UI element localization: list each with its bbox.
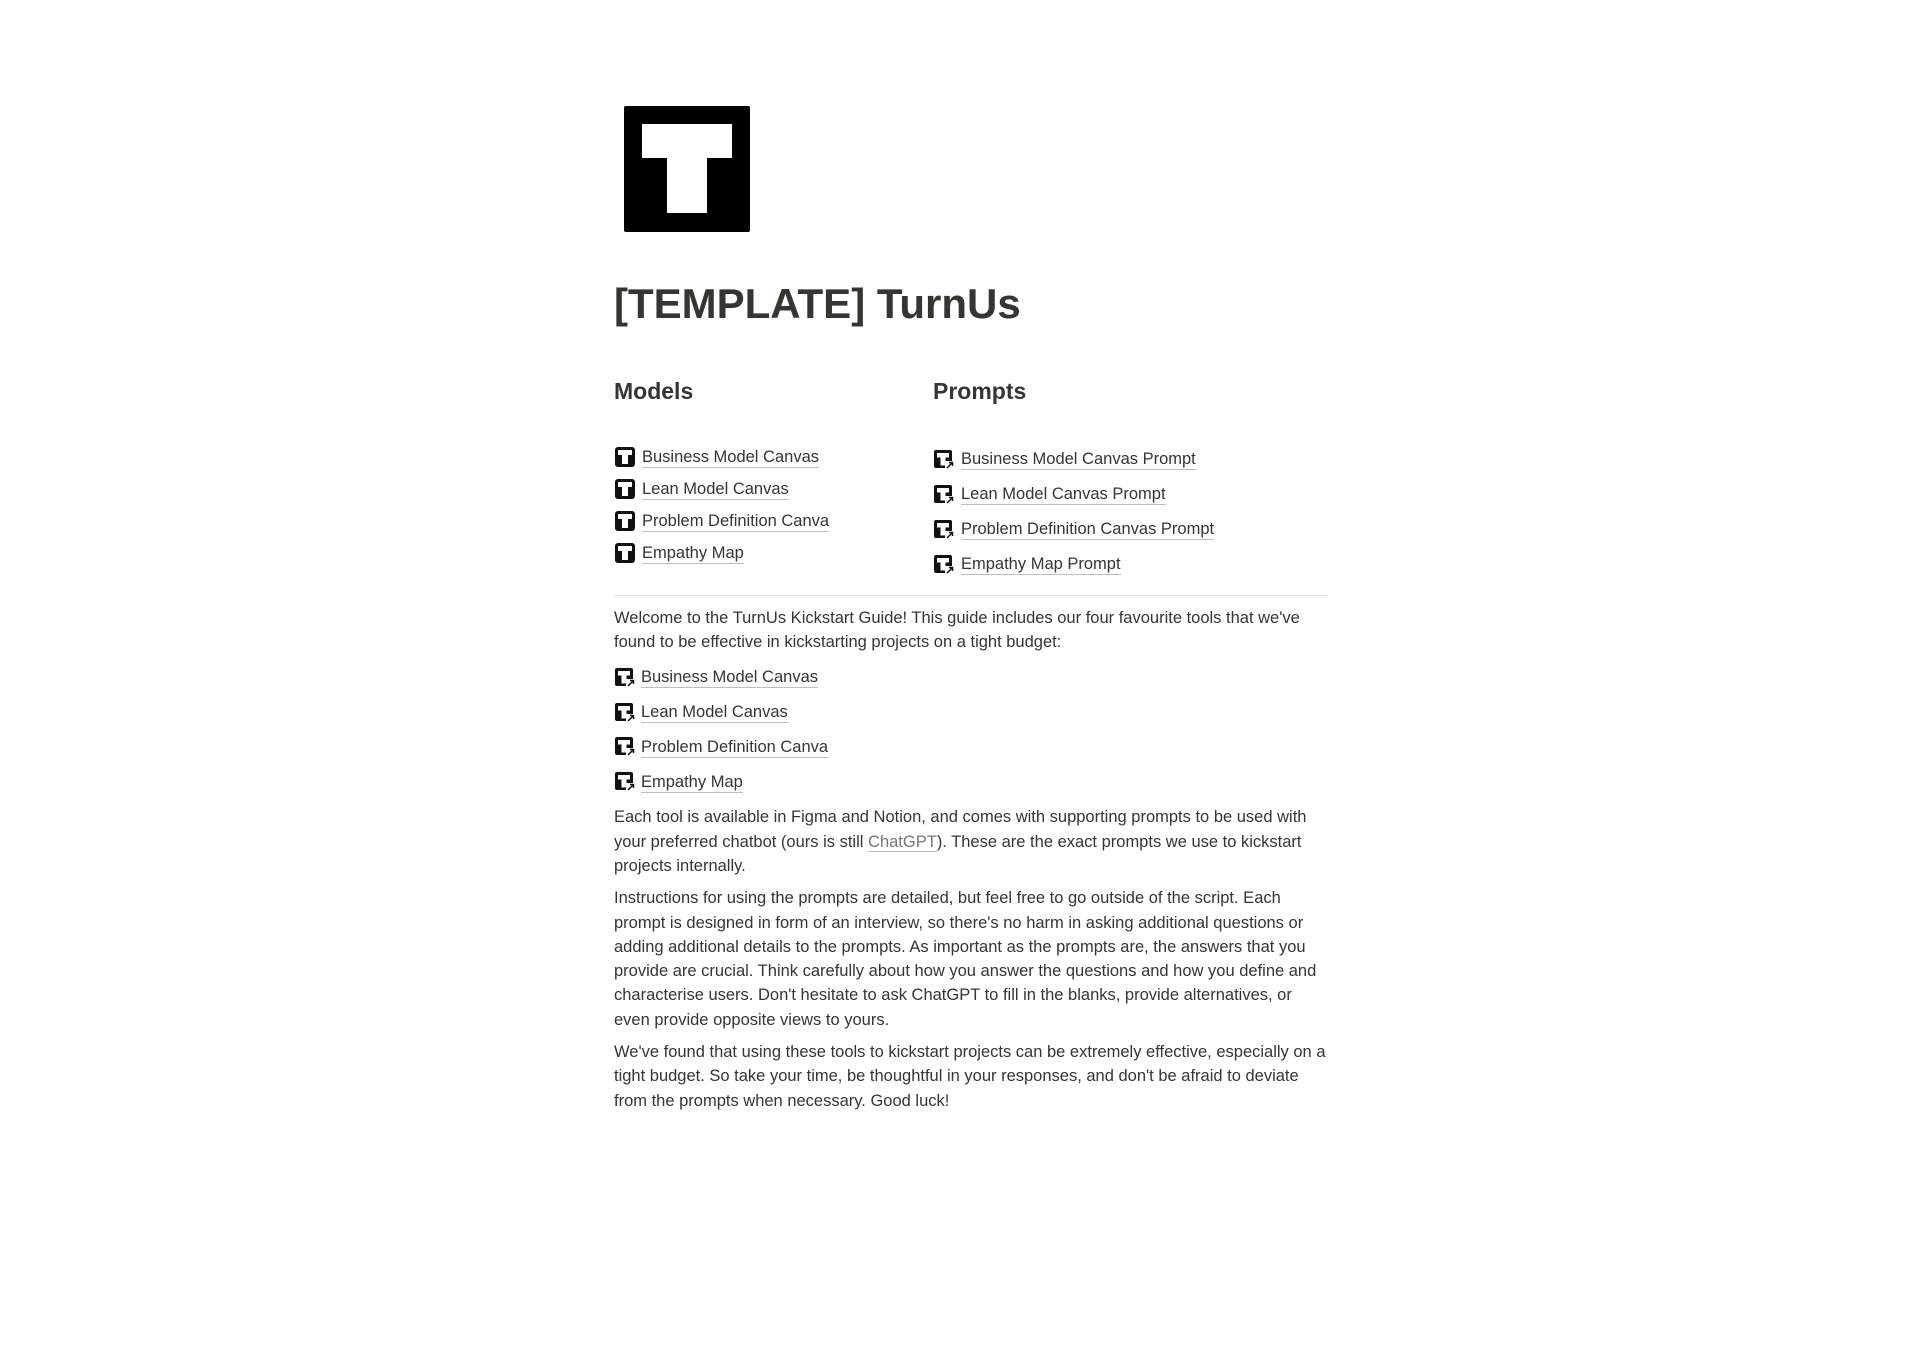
link-label[interactable]: Lean Model Canvas (641, 703, 788, 722)
turnus-link-page-icon (933, 449, 955, 471)
prompts-item-empathy-map-prompt[interactable] (933, 547, 1328, 582)
page-title[interactable]: [TEMPLATE] TurnUs (614, 280, 1021, 327)
prompts-heading: Prompts (933, 378, 1027, 404)
turnus-page-icon (614, 478, 636, 500)
prompts-item-business-model-canvas-prompt[interactable] (933, 442, 1328, 477)
tools-paragraph-text-end: ). These are the exact prompts we use to kickstart projects internally. (614, 832, 1302, 875)
instructions-paragraph: Instructions for using the prompts are detailed, but feel free to go outside of the script. Each prompt is designed in form of an interview, so there's no harm in asking additional questions or adding additional details to the prompts. As important as the prompts are, the answers that you provide are crucial. Think carefully about how you answer the questions and how you define and characterise users. Don't hesitate to ask ChatGPT to fill in the blanks, provide alternatives, or even provide opposite views to yours. (614, 889, 1317, 1029)
chatgpt-link[interactable]: ChatGPT (868, 832, 937, 851)
turnus-link-page-icon (614, 667, 636, 689)
models-item-lean-model-canvas[interactable] (614, 473, 914, 505)
models-item-problem-definition-canva[interactable] (614, 505, 914, 537)
turnus-link-page-icon (614, 702, 636, 724)
link-label[interactable]: Empathy Map (641, 772, 743, 791)
prompts-item-problem-definition-canvas-prompt[interactable] (933, 512, 1328, 547)
link-label[interactable]: Business Model Canvas (642, 447, 820, 466)
turnus-link-page-icon (614, 736, 636, 758)
guide-body (614, 606, 1328, 1113)
models-list (614, 441, 914, 569)
link-label[interactable]: Lean Model Canvas (642, 479, 789, 498)
link-label[interactable]: Empathy Map Prompt (961, 555, 1121, 573)
closing-paragraph: We've found that using these tools to kickstart projects can be extremely effective, especially on a tight budget. So take your time, be thoughtful in your responses, and don't be afraid to deviate from the prompts when necessary. Good luck! (614, 1043, 1326, 1110)
divider (614, 595, 1328, 596)
turnus-link-page-icon (933, 554, 955, 576)
turnus-page-icon (614, 510, 636, 532)
models-item-business-model-canvas[interactable] (614, 441, 914, 473)
tools-paragraph (614, 805, 1328, 878)
turnus-link-page-icon (614, 771, 636, 793)
turnus-page-icon (614, 542, 636, 564)
tools-item-lean-model-canvas[interactable] (614, 695, 1328, 730)
prompts-item-lean-model-canvas-prompt[interactable] (933, 477, 1328, 512)
turnus-page-icon (614, 446, 636, 468)
tools-item-empathy-map[interactable] (614, 765, 1328, 800)
models-column (614, 373, 914, 569)
tools-paragraph-text-start: Each tool is available in Figma and Notion, and comes with supporting prompts to be used with your preferred chatbot (ours is still (614, 808, 1307, 851)
tools-list (614, 661, 1328, 800)
prompts-column (933, 373, 1328, 582)
turnus-t-logo-icon[interactable] (624, 106, 750, 232)
link-label[interactable]: Lean Model Canvas Prompt (961, 485, 1166, 503)
link-label[interactable]: Business Model Canvas (641, 668, 819, 687)
models-item-empathy-map[interactable] (614, 537, 914, 569)
tools-item-problem-definition-canva[interactable] (614, 730, 1328, 765)
link-label[interactable]: Business Model Canvas Prompt (961, 450, 1196, 468)
link-label[interactable]: Problem Definition Canvas Prompt (961, 520, 1215, 538)
turnus-link-page-icon (933, 484, 955, 506)
link-label[interactable]: Empathy Map (642, 543, 744, 562)
turnus-link-page-icon (933, 519, 955, 541)
tools-item-business-model-canvas[interactable] (614, 661, 1328, 696)
models-heading: Models (614, 378, 694, 404)
link-label[interactable]: Problem Definition Canva (642, 511, 830, 530)
intro-paragraph: Welcome to the TurnUs Kickstart Guide! This guide includes our four favourite tools that we've found to be effective in kickstarting projects on a tight budget: (614, 609, 1300, 652)
prompts-list (933, 442, 1328, 582)
link-label[interactable]: Problem Definition Canva (641, 737, 829, 756)
